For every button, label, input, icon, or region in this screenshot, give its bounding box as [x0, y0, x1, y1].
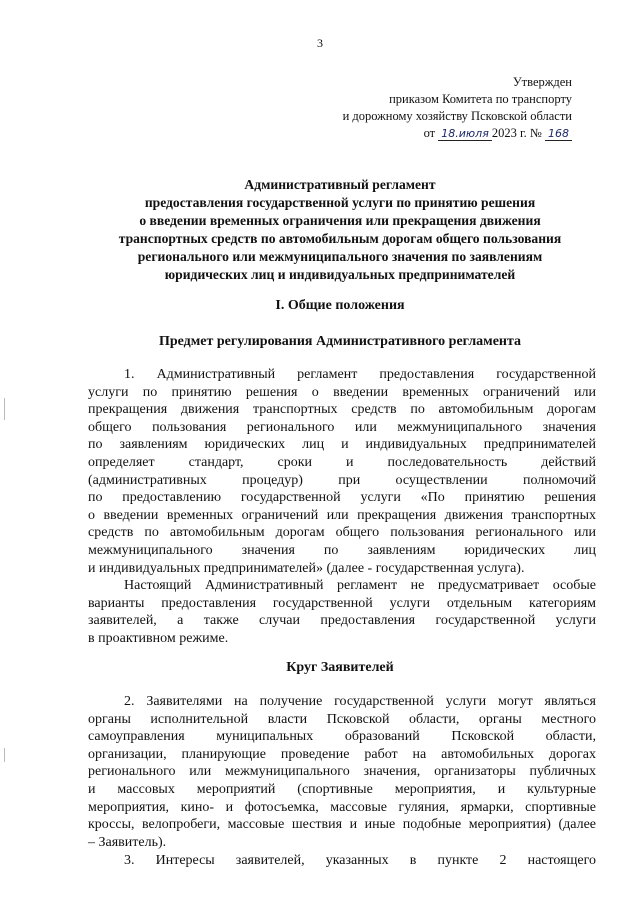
paragraph-4 — [88, 852, 596, 870]
approval-date-line — [343, 125, 572, 142]
title-line: о введении временных ограничения или прекращения движения — [139, 213, 541, 228]
paragraph-2 — [88, 577, 596, 647]
text-line: по заявлениям юридических лиц и индивидуальных предпринимателей — [88, 437, 596, 453]
text-line: 2. Заявителями на получение государственной услуги могут являться — [124, 694, 596, 709]
text-line: общего пользования регионального или межмуниципального значения — [88, 419, 596, 435]
title-line: предоставления государственной услуги по принятию решения — [144, 195, 536, 210]
title-line: Административный регламент — [244, 177, 436, 192]
scan-margin-mark — [4, 398, 5, 420]
title-line: регионального или межмуниципального значения по заявлениям — [137, 249, 543, 264]
text-line: 1. Административный регламент предоставления государственной — [124, 367, 596, 382]
title-line: транспортных средств по автомобильным дорогам общего пользования — [118, 231, 562, 246]
paragraph-3 — [88, 693, 596, 851]
approval-line-2: приказом Комитета по транспорту — [389, 92, 572, 106]
text-line: кроссы, велопробеги, массовые шествия и иные подобные мероприятия) (далее — [88, 817, 596, 833]
page-number: 3 — [317, 36, 323, 50]
section-heading: I. Общие положения — [275, 298, 405, 313]
text-line: прекращения движения транспортных средств по автомобильным дорогам — [88, 402, 596, 418]
document-title — [80, 176, 600, 284]
text-line: самоуправления муниципальных образований Псковской области, — [88, 729, 596, 745]
text-line: мероприятия, кино- и фотосъемка, массовые гуляния, ярмарки, спортивные — [88, 799, 596, 815]
text-line: межмуниципального значения по заявлениям юридических лиц — [88, 542, 596, 558]
text-line: варианты предоставления государственной услуги отдельным категориям — [88, 595, 596, 611]
text-line: организации, планирующие проведение работ на автомобильных дорогах — [88, 746, 596, 762]
handwritten-number: 168 — [545, 128, 572, 141]
title-line: юридических лиц и индивидуальных предпринимателей — [164, 267, 516, 282]
date-prefix: от — [423, 126, 436, 140]
approval-stamp — [343, 74, 572, 142]
text-line: услуги по принятию решения о введении временных ограничений или — [88, 384, 596, 400]
subject-subheading: Предмет регулирования Административного регламента — [158, 334, 522, 349]
text-line: определяет стандарт, сроки и последовательность действий — [88, 454, 596, 470]
text-line: о введении временных ограничений или прекращения движения транспортных — [88, 507, 596, 523]
date-suffix: 2023 г. № — [491, 126, 542, 140]
approval-line-3: и дорожному хозяйству Псковской области — [342, 109, 572, 123]
text-line: и массовых мероприятий (спортивные мероприятия, и культурные — [88, 781, 596, 797]
approval-line-1: Утвержден — [512, 75, 572, 89]
handwritten-date: 18.июля — [438, 128, 492, 141]
text-line: – Заявитель). — [88, 834, 167, 850]
applicants-subheading: Круг Заявителей — [286, 660, 394, 675]
text-line: заявителей, а также случаи предоставления государственной услуги — [88, 613, 596, 629]
text-line: и индивидуальных предпринимателей» (далее - государственная услуга). — [88, 560, 525, 576]
text-line: (административных процедур) при осуществлении полномочий — [88, 472, 596, 488]
text-line: по предоставлению государственной услуги «По принятию решения — [88, 490, 596, 506]
text-line: средств по автомобильным дорогам общего пользования регионального или — [88, 525, 596, 541]
text-line: Настоящий Административный регламент не предусматривает особые — [124, 578, 596, 593]
text-line: регионального или межмуниципального значения, организаторы публичных — [88, 764, 596, 780]
scan-margin-mark — [4, 748, 5, 762]
text-line: органы исполнительной власти Псковской области, органы местного — [88, 711, 596, 727]
text-line: в проактивном режиме. — [88, 630, 229, 646]
text-line: 3. Интересы заявителей, указанных в пункте 2 настоящего — [124, 853, 596, 868]
paragraph-1 — [88, 366, 596, 577]
